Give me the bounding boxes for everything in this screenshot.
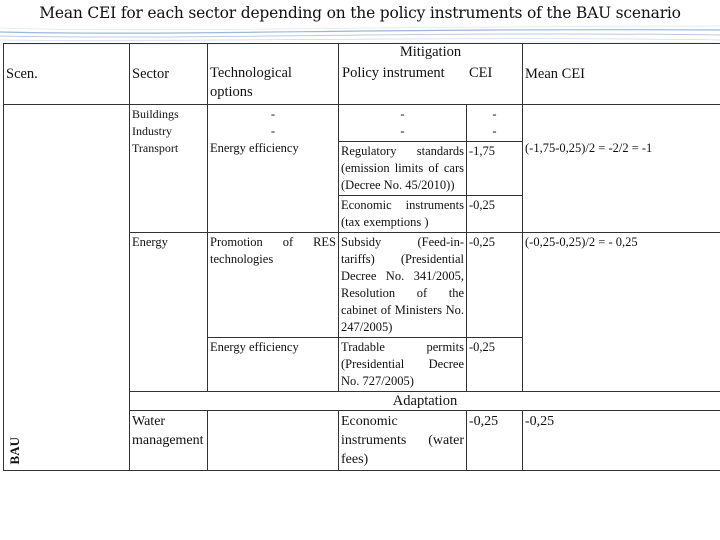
water-mean: -0,25 [523,411,720,471]
cei-cell [467,105,523,142]
ee-cei: -0,25 [467,338,523,392]
sector-transport: Transport [132,141,179,155]
header-mean: Mean CEI [523,44,720,105]
econ-policy: Economic instruments (tax exemptions ) [339,196,467,233]
header-cei: CEI [469,65,493,81]
sector-buildings: Buildings [132,107,179,121]
header-tech: Technological options [208,44,339,105]
slide-title: Mean CEI for each sector depending on the policy instruments of the BAU scenario [39,4,681,22]
industry-tech: - [270,124,276,138]
sector-water: Water management [130,411,208,471]
econ-cei: -0,25 [467,196,523,233]
water-policy: Economic instruments (water fees) [339,411,467,471]
header-scen: Scen. [4,44,130,105]
header-policy: Policy instrument [342,65,445,81]
mean-cell [523,105,720,233]
res-cei: -0,25 [467,233,523,338]
transport-mean: (-1,75-0,25)/2 = -2/2 = -1 [525,141,653,155]
industry-cei: - [492,124,497,138]
header-row [4,44,720,105]
buildings-cei: - [492,107,497,121]
transport-tech: Energy efficiency [210,141,299,155]
res-tech: Promotion of RES technologies [208,233,339,338]
adaptation-label: Adaptation [130,392,720,411]
reg-cei: -1,75 [467,142,523,196]
scenario-label: BAU [7,436,22,464]
sector-energy: Energy [130,233,208,392]
cei-table [3,43,720,471]
tech-cell-bit [208,105,339,233]
industry-policy: - [400,124,405,138]
header-policy-group [339,44,523,105]
header-mitigation: Mitigation [399,44,462,60]
table-row [4,105,720,142]
header-sector: Sector [130,44,208,105]
energy-mean: (-0,25-0,25)/2 = - 0,25 [523,233,720,392]
sector-industry: Industry [132,124,172,138]
ee-policy: Tradable permits (Presidential Decree No. 727/2005) [339,338,467,392]
sector-cell-bit [130,105,208,233]
ee-tech: Energy efficiency [208,338,339,392]
water-cei: -0,25 [467,411,523,471]
buildings-tech: - [270,107,276,121]
scenario-cell [4,105,130,471]
buildings-policy: - [400,107,405,121]
water-tech [208,411,339,471]
reg-policy: Regulatory standards (emission limits of cars (Decree No. 45/2010)) [339,142,467,196]
policy-cell [339,105,467,142]
res-policy: Subsidy (Feed-in-tariffs) (Presidential Decree No. 341/2005, Resolution of the cabinet of Ministers No. 247/2005) [339,233,467,338]
